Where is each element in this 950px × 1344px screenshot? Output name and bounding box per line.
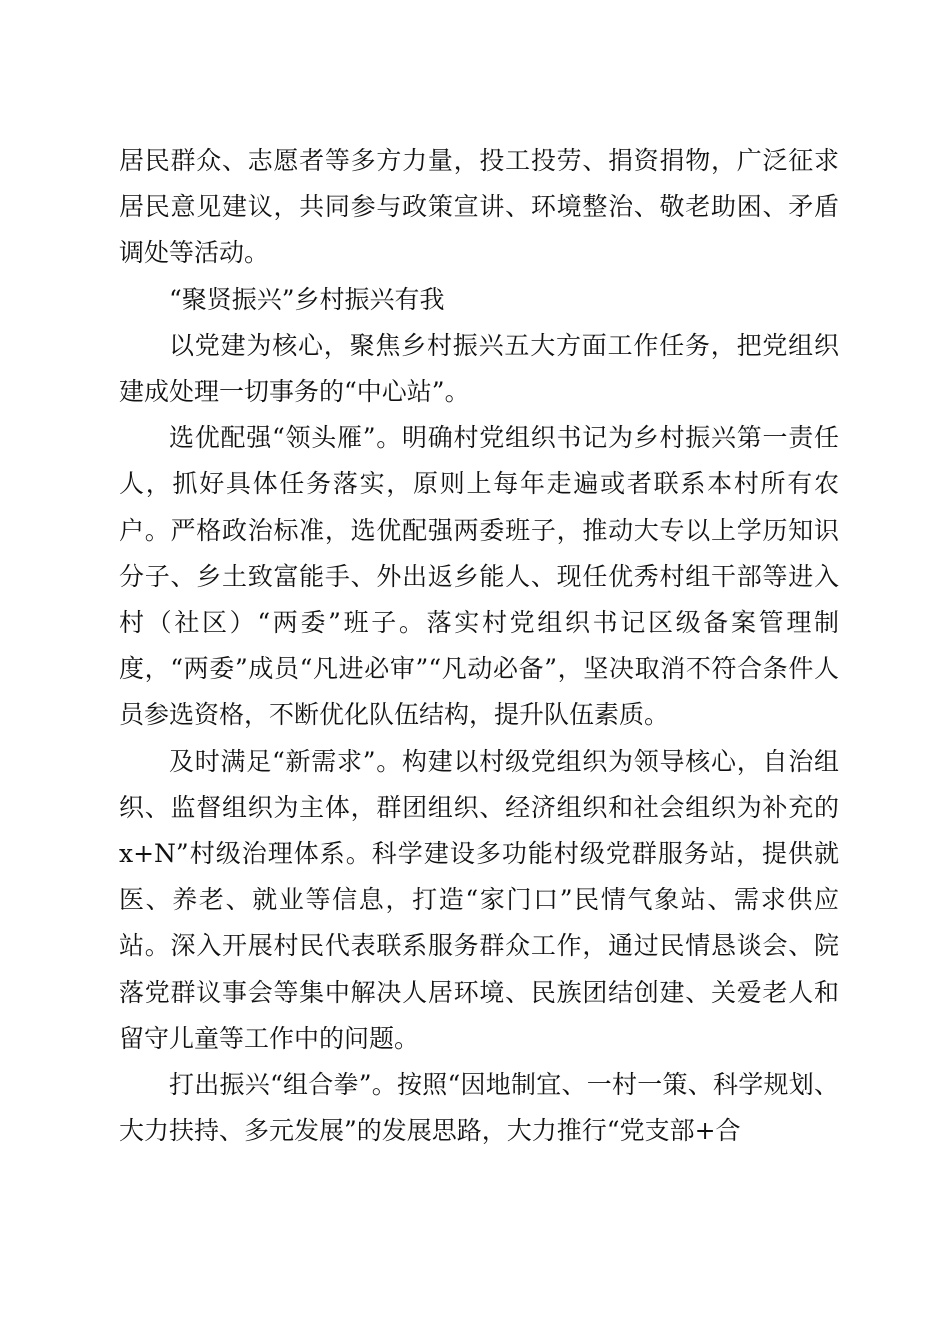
paragraph-leader: 选优配强“领头雁”。明确村党组织书记为乡村振兴第一责任人，抓好具体任务落实，原则上每年走遍或者联系本村所有农户。严格政治标准，选优配强两委班子，推动大专以上学历知识分子、乡土致富能手、外出返乡能人、现任优秀村组干部等进入村（社区）“两委”班子。落实村党组织书记区级备案管理制度，“两委”成员“凡进必审”“凡动必备”，坚决取消不符合条件人员参选资格，不断优化队伍结构，提升队伍素质。 (119, 423, 839, 730)
section-heading: “聚贤振兴”乡村振兴有我 (169, 284, 445, 314)
paragraph-continuation: 居民群众、志愿者等多方力量，投工投劳、捐资捐物，广泛征求居民意见建议，共同参与政策宣讲、环境整治、敬老助困、矛盾调处等活动。 (119, 146, 839, 268)
paragraph-combination: 打出振兴“组合拳”。按照“因地制宜、一村一策、科学规划、大力扶持、多元发展”的发展思路，大力推行“党支部+合 (119, 1070, 839, 1146)
paragraph-intro: 以党建为核心，聚焦乡村振兴五大方面工作任务，把党组织建成处理一切事务的“中心站”。 (119, 330, 839, 407)
document-body (119, 138, 839, 1154)
paragraph-needs: 及时满足“新需求”。构建以村级党组织为领导核心，自治组织、监督组织为主体，群团组织、经济组织和社会组织为补充的x+N”村级治理体系。科学建设多功能村级党群服务站，提供就医、养老、就业等信息，打造“家门口”民情气象站、需求供应站。深入开展村民代表联系服务群众工作，通过民情恳谈会、院落党群议事会等集中解决人居环境、民族团结创建、关爱老人和留守儿童等工作中的问题。 (119, 746, 839, 1053)
